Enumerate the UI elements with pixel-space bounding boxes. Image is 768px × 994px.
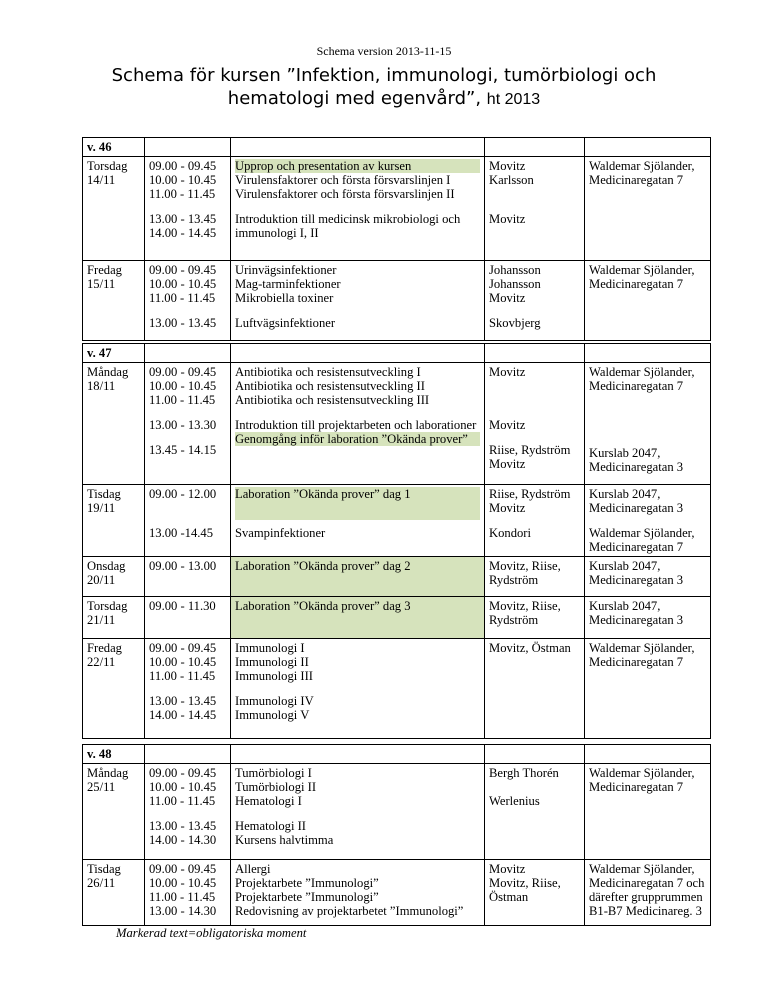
day-cell: Fredag 22/11: [83, 639, 145, 739]
time-cell: 09.00 - 09.45 10.00 - 10.45 11.00 - 11.45 13.00 - 13.30 13.45 - 14.15: [145, 363, 231, 485]
day-row-tisdag: [83, 860, 711, 926]
time-cell: 09.00 - 09.45 10.00 - 10.45 11.00 - 11.45 13.00 - 13.45 14.00 - 14.45: [145, 639, 231, 739]
week-label: v. 48: [83, 745, 145, 764]
mandatory-activity: Genomgång inför laboration ”Okända prover”: [235, 432, 480, 446]
time-cell: 09.00 - 09.45 10.00 - 10.45 11.00 - 11.45 13.00 - 13.45 14.00 - 14.30: [145, 764, 231, 860]
day-row-onsdag: [83, 557, 711, 597]
day-row-mandag: [83, 764, 711, 860]
day-cell: Tisdag 26/11: [83, 860, 145, 926]
title-line-2: hematologi med egenvård”,: [227, 88, 482, 109]
time-cell: 09.00 - 11.30: [145, 597, 231, 639]
activity-cell: [231, 597, 485, 639]
activity-cell: Laboration ”Okända prover” dag 1 Svampinfektioner: [231, 485, 485, 557]
page-title: [60, 64, 708, 111]
teacher-cell: Riise, Rydström Movitz Kondori: [485, 485, 585, 557]
location-cell: Kurslab 2047, Medicinaregatan 3: [585, 557, 711, 597]
day-row-mandag: [83, 363, 711, 485]
time-cell: 09.00 - 09.45 10.00 - 10.45 11.00 - 11.45 13.00 - 13.45 14.00 - 14.45: [145, 157, 231, 261]
schedule-week-48: [82, 744, 711, 926]
day-cell: Torsdag 14/11: [83, 157, 145, 261]
time-cell: 09.00 - 09.45 10.00 - 10.45 11.00 - 11.45 13.00 - 13.45: [145, 261, 231, 341]
day-cell: Tisdag 19/11: [83, 485, 145, 557]
time-cell: 09.00 - 09.45 10.00 - 10.45 11.00 - 11.45 13.00 - 14.30: [145, 860, 231, 926]
day-row-tisdag: [83, 485, 711, 557]
time-cell: 09.00 - 13.00: [145, 557, 231, 597]
activity-cell: Tumörbiologi I Tumörbiologi II Hematologi I Hematologi II Kursens halvtimma: [231, 764, 485, 860]
week-header-row: [83, 138, 711, 157]
activity-cell: Urinvägsinfektioner Mag-tarminfektioner Mikrobiella toxiner Luftvägsinfektioner: [231, 261, 485, 341]
activity-cell: [231, 557, 485, 597]
week-label: v. 47: [83, 344, 145, 363]
location-cell: Waldemar Sjölander, Medicinaregatan 7: [585, 261, 711, 341]
day-cell: Måndag 25/11: [83, 764, 145, 860]
week-label: v. 46: [83, 138, 145, 157]
title-year: ht 2013: [486, 91, 541, 108]
day-cell: Fredag 15/11: [83, 261, 145, 341]
legend-note: Markerad text=obligatoriska moment: [116, 926, 307, 940]
mandatory-activity: Laboration ”Okända prover” dag 3: [235, 599, 411, 613]
time-cell: 09.00 - 12.00 13.00 -14.45: [145, 485, 231, 557]
day-cell: Måndag 18/11: [83, 363, 145, 485]
location-cell: Kurslab 2047, Medicinaregatan 3 Waldemar Sjölander, Medicinaregatan 7: [585, 485, 711, 557]
teacher-cell: Bergh Thorén Werlenius: [485, 764, 585, 860]
mandatory-activity: Laboration ”Okända prover” dag 1: [235, 487, 480, 520]
mandatory-activity: Laboration ”Okända prover” dag 2: [235, 559, 411, 573]
day-row-torsdag: [83, 157, 711, 261]
teacher-cell: Movitz, Riise, Rydström: [485, 597, 585, 639]
location-cell: Waldemar Sjölander, Medicinaregatan 7 Kurslab 2047, Medicinaregatan 3: [585, 363, 711, 485]
location-cell: Waldemar Sjölander, Medicinaregatan 7: [585, 764, 711, 860]
teacher-cell: Movitz, Östman: [485, 639, 585, 739]
day-row-fredag: [83, 639, 711, 739]
week-header-row: [83, 344, 711, 363]
teacher-cell: Movitz, Riise, Rydström: [485, 557, 585, 597]
activity-cell: Upprop och presentation av kursen Virulensfaktorer och första försvarslinjen I Virulensfaktorer och första försvarslinjen II Introduktion till medicinsk mikrobiologi och immunologi I, II: [231, 157, 485, 261]
location-cell: Waldemar Sjölander, Medicinaregatan 7: [585, 639, 711, 739]
title-line-1: Schema för kursen ”Infektion, immunologi, tumörbiologi och: [111, 65, 657, 86]
week-header-row: [83, 745, 711, 764]
teacher-cell: Johansson Johansson Movitz Skovbjerg: [485, 261, 585, 341]
day-row-fredag: [83, 261, 711, 341]
teacher-cell: Movitz Movitz, Riise, Östman: [485, 860, 585, 926]
activity-cell: Allergi Projektarbete ”Immunologi” Projektarbete ”Immunologi” Redovisning av projektarbetet ”Immunologi”: [231, 860, 485, 926]
teacher-cell: Movitz Karlsson Movitz: [485, 157, 585, 261]
day-cell: Torsdag 21/11: [83, 597, 145, 639]
schedule-week-47: [82, 343, 711, 739]
schedule-week-46: [82, 137, 711, 341]
teacher-cell: Movitz Movitz Riise, Rydström Movitz: [485, 363, 585, 485]
schema-version: Schema version 2013-11-15: [316, 44, 452, 58]
location-cell: Waldemar Sjölander, Medicinaregatan 7: [585, 157, 711, 261]
activity-cell: Immunologi I Immunologi II Immunologi III Immunologi IV Immunologi V: [231, 639, 485, 739]
day-row-torsdag: [83, 597, 711, 639]
mandatory-activity: Upprop och presentation av kursen: [235, 159, 480, 173]
day-cell: Onsdag 20/11: [83, 557, 145, 597]
activity-cell: Antibiotika och resistensutveckling I Antibiotika och resistensutveckling II Antibiotika och resistensutveckling III Introduktion till projektarbeten och laborationer Genomgång inför laboration ”Okända prover”: [231, 363, 485, 485]
location-cell: Kurslab 2047, Medicinaregatan 3: [585, 597, 711, 639]
location-cell: Waldemar Sjölander, Medicinaregatan 7 och därefter grupprummen B1-B7 Medicinareg. 3: [585, 860, 711, 926]
